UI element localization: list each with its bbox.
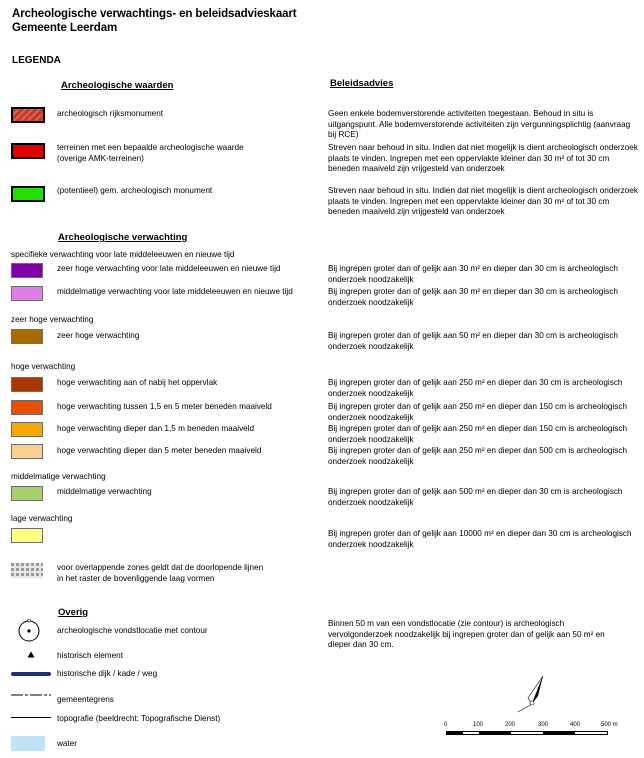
hoge-oppervlak-advice: Bij ingrepen groter dan of gelijk aan 250 m² en dieper dan 30 cm is archeologisch onderzoek noodzakelijk [328,378,623,398]
amk-terrein-swatch [11,143,45,159]
water-swatch [11,736,45,751]
zeer-hoge-advice: Bij ingrepen groter dan of gelijk aan 50 m² en dieper dan 30 cm is archeologisch onderzoek noodzakelijk [328,331,618,351]
topografie-label: topografie (beeldrecht: Topografische Dienst) [57,714,221,723]
rijksmonument-label: archeologisch rijksmonument [57,109,164,118]
historisch-element-label: historisch element [57,651,123,660]
group-lage: lage verwachting [11,514,73,523]
dijk-label: historische dijk / kade / weg [57,669,158,678]
hoge-1-5m-advice: Bij ingrepen groter dan of gelijk aan 250 m² en dieper dan 150 cm is archeologisch onderzoek noodzakelijk [328,424,628,444]
scale-bar [446,731,608,735]
scale-tick-200: 200 [505,722,516,728]
hoge-oppervlak-label: hoge verwachting aan of nabij het oppervlak [57,378,218,387]
hoge-5m-swatch [11,444,43,459]
water-label: water [57,739,78,748]
vondstlocatie-icon [17,619,41,643]
historisch-element-icon [27,651,35,658]
lage-swatch [11,528,43,543]
scale-tick-300: 300 [538,722,549,728]
hoge-1-5-5m-label: hoge verwachting tussen 1,5 en 5 meter beneden maaiveld [57,402,272,411]
middelmatig-lmnt-advice: Bij ingrepen groter dan of gelijk aan 30 m² en dieper dan 30 cm is archeologisch onderzoek noodzakelijk [328,287,618,307]
vondstlocatie-advice: Binnen 50 m van een vondstlocatie (zie contour) is archeologisch vervolgonderzoek noodzakelijk bij ingrepen groter dan of gelijk aan 50 m² en dieper dan 30 cm. [328,619,605,649]
beleidsadvies-heading: Beleidsadvies [330,78,394,89]
dijk-line [11,672,51,676]
middelmatig-label: middelmatige verwachting [57,487,152,496]
hoge-oppervlak-swatch [11,377,43,392]
middelmatig-lmnt-label: middelmatige verwachting voor late middeleeuwen en nieuwe tijd [57,287,293,296]
gemeentegrens-line [11,693,51,697]
map-subtitle: Gemeente Leerdam [12,22,118,34]
hoge-1-5-5m-swatch [11,400,43,415]
scale-tick-100: 100 [473,722,484,728]
zeer-hoge-lmnt-label: zeer hoge verwachting voor late middeleeuwen en nieuwe tijd [57,264,281,273]
verwachting-heading: Archeologische verwachting [58,232,188,243]
scale-tick-500: 500 m [601,722,618,728]
group-late-middeleeuwen: specifieke verwachting voor late middeleeuwen en nieuwe tijd [11,250,235,259]
middelmatig-swatch [11,486,43,501]
waarden-heading: Archeologische waarden [61,80,174,91]
overlap-note: voor overlappende zones geldt dat de doorlopende lijnen in het raster de bovenliggende laag vormen [57,563,264,583]
gemeentegrens-label: gemeentegrens [57,695,114,704]
vondstlocatie-label: archeologische vondstlocatie met contour [57,626,208,635]
zeer-hoge-lmnt-advice: Bij ingrepen groter dan of gelijk aan 30 m² en dieper dan 30 cm is archeologisch onderzoek noodzakelijk [328,264,618,284]
group-middelmatig: middelmatige verwachting [11,472,106,481]
overig-heading: Overig [58,607,89,618]
hoge-1-5m-swatch [11,422,43,437]
hoge-1-5m-label: hoge verwachting dieper dan 1,5 m beneden maaiveld [57,424,255,433]
hoge-5m-advice: Bij ingrepen groter dan of gelijk aan 250 m² en dieper dan 500 cm is archeologisch onderzoek noodzakelijk [328,446,628,466]
rijksmonument-swatch [11,107,45,123]
lage-advice: Bij ingrepen groter dan of gelijk aan 10000 m² en dieper dan 30 cm is archeologisch onderzoek noodzakelijk [328,529,632,549]
zeer-hoge-label: zeer hoge verwachting [57,331,140,340]
north-arrow-icon [516,674,546,714]
hoge-1-5-5m-advice: Bij ingrepen groter dan of gelijk aan 250 m² en dieper dan 150 cm is archeologisch onderzoek noodzakelijk [328,402,628,422]
rijksmonument-advice: Geen enkele bodemverstorende activiteiten toegestaan. Behoud in situ is uitgangspunt. Alle bodemverstorende activiteiten zijn vergunningsplichtig (aanvraag bij RCE) [328,109,631,139]
scale-tick-0: 0 [444,722,448,728]
middelmatig-advice: Bij ingrepen groter dan of gelijk aan 500 m² en dieper dan 30 cm is archeologisch onderzoek noodzakelijk [328,487,623,507]
topografie-line [11,717,51,718]
zeer-hoge-lmnt-swatch [11,263,43,278]
group-hoge: hoge verwachting [11,362,76,371]
middelmatig-lmnt-swatch [11,286,43,301]
group-zeer-hoge: zeer hoge verwachting [11,315,94,324]
map-title: Archeologische verwachtings- en beleidsadvieskaart [12,8,297,20]
scale-tick-400: 400 [570,722,581,728]
gem-monument-label: (potentieel) gem. archeologisch monument [57,186,213,195]
gem-monument-advice: Streven naar behoud in situ. Indien dat niet mogelijk is dient archeologisch onderzoek plaats te vinden. Ingrepen met een oppervlakte kleiner dan 30 m² of tot 30 cm beneden maaiveld zijn vrijgesteld van onderzoek [328,186,638,216]
gem-monument-swatch [11,186,45,202]
raster-swatch [11,563,43,578]
amk-terrein-advice: Streven naar behoud in situ. Indien dat niet mogelijk is dient archeologisch onderzoek plaats te vinden. Ingrepen met een oppervlakte kleiner dan 30 m² of tot 30 cm beneden maaiveld zijn vrijgesteld van onderzoek [328,143,638,173]
hoge-5m-label: hoge verwachting dieper dan 5 meter beneden maaiveld [57,446,262,455]
zeer-hoge-swatch [11,329,43,344]
amk-terrein-label: terreinen met een bepaalde archeologische waarde (overige AMK-terreinen) [57,143,244,163]
legend-heading: LEGENDA [12,55,61,66]
